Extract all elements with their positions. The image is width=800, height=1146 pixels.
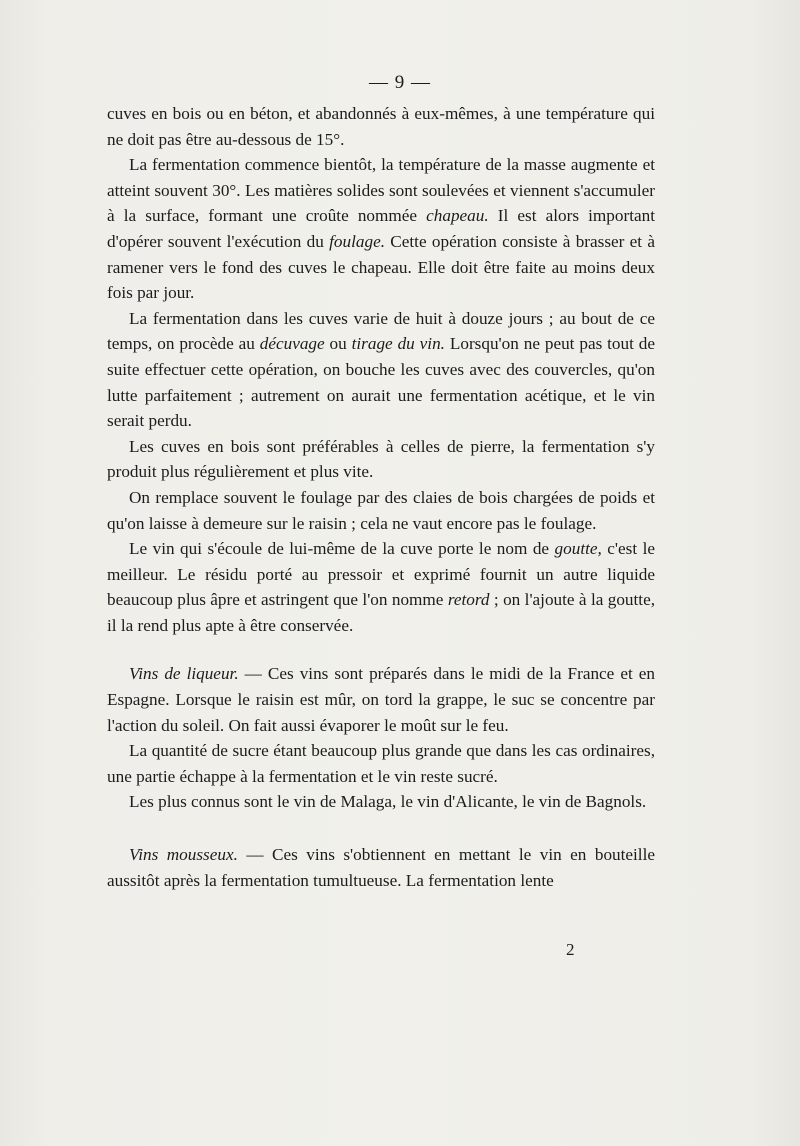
page-number: — 9 — (369, 72, 431, 93)
paragraph-sucre: La quantité de sucre étant beaucoup plus grande que dans les cas ordinaires, une partie échappe à la fermentation et le vin reste sucré. (107, 741, 655, 786)
text-run: Cette opération consiste à brasser et à ramener vers le fond des cuves le chapeau. Elle doit être faite au moins deux fois par jour. (107, 231, 656, 303)
signature-mark: 2 (566, 940, 575, 959)
paragraph-claies: On remplace souvent le foulage par des claies de bois chargées de poids et qu'on laisse à demeure sur le raisin ; cela ne vaut encore pas le foulage. (107, 487, 655, 533)
term-foulage: foulage. (329, 231, 385, 251)
term-chapeau: chapeau. (426, 206, 489, 226)
term-retord: retord (447, 590, 490, 610)
section-vins-de-liqueur (107, 661, 655, 738)
paragraph-fermentation (107, 152, 655, 306)
section-title: Vins mousseux. (129, 845, 238, 865)
text-run: c'est le meilleur. Le résidu porté au pressoir et exprimé fournit un autre liquide beaucoup plus âpre et astringent que l'on nomme (107, 539, 655, 610)
page-body (107, 101, 655, 893)
paragraph-goutte (107, 536, 655, 638)
paragraph-decuvage (107, 306, 655, 434)
text-run: ; on l'ajoute à la goutte, il la rend plus apte à être conservée. (107, 590, 655, 635)
text-run: La fermentation commence bientôt, la température de la masse augmente et atteint souvent 30°. Les matières solides sont soulevées et viennent s'accumuler à la surface, formant une croûte nommée (107, 155, 655, 226)
text-run: Le vin qui s'écoule de lui-même de la cuve porte le nom de (129, 539, 555, 559)
paragraph-cuves-bois: Les cuves en bois sont préférables à celles de pierre, la fermentation s'y produit plus régulièrement et plus vite. (107, 436, 655, 482)
paragraph-malaga: Les plus connus sont le vin de Malaga, le vin d'Alicante, le vin de Bagnols. (129, 792, 647, 812)
text-run: Lorsqu'on ne peut pas tout de suite effectuer cette opération, on bouche les cuves avec des couvercles, qu'on lutte parfaitement ; autrement on aurait une fermentation acétique, et le vin serait perdu. (107, 334, 656, 431)
paragraph-1: cuves en bois ou en béton, et abandonnés à eux-mêmes, à une température qui ne doit pas être au-dessous de 15°. (107, 104, 655, 149)
text-run: La fermentation dans les cuves varie de huit à douze jours ; au bout de ce temps, on procède au (107, 308, 655, 354)
section-vins-mousseux (107, 842, 655, 893)
text-run: ou (324, 334, 352, 354)
text-run: — Ces vins s'obtiennent en mettant le vin en bouteille aussitôt après la fermentation tumultueuse. La fermentation lente (107, 845, 655, 890)
term-decuvage: décuvage (259, 334, 325, 354)
section-title: Vins de liqueur. (129, 664, 239, 684)
term-goutte: goutte, (554, 539, 602, 559)
text-run: Il est alors important d'opérer souvent l'exécution du (107, 206, 655, 251)
term-tirage: tirage du vin. (351, 334, 445, 354)
text-run: — Ces vins sont préparés dans le midi de la France et en Espagne. Lorsque le raisin est mûr, on tord la grappe, le suc se concentre par l'action du soleil. On fait aussi évaporer le moût sur le feu. (107, 664, 656, 735)
